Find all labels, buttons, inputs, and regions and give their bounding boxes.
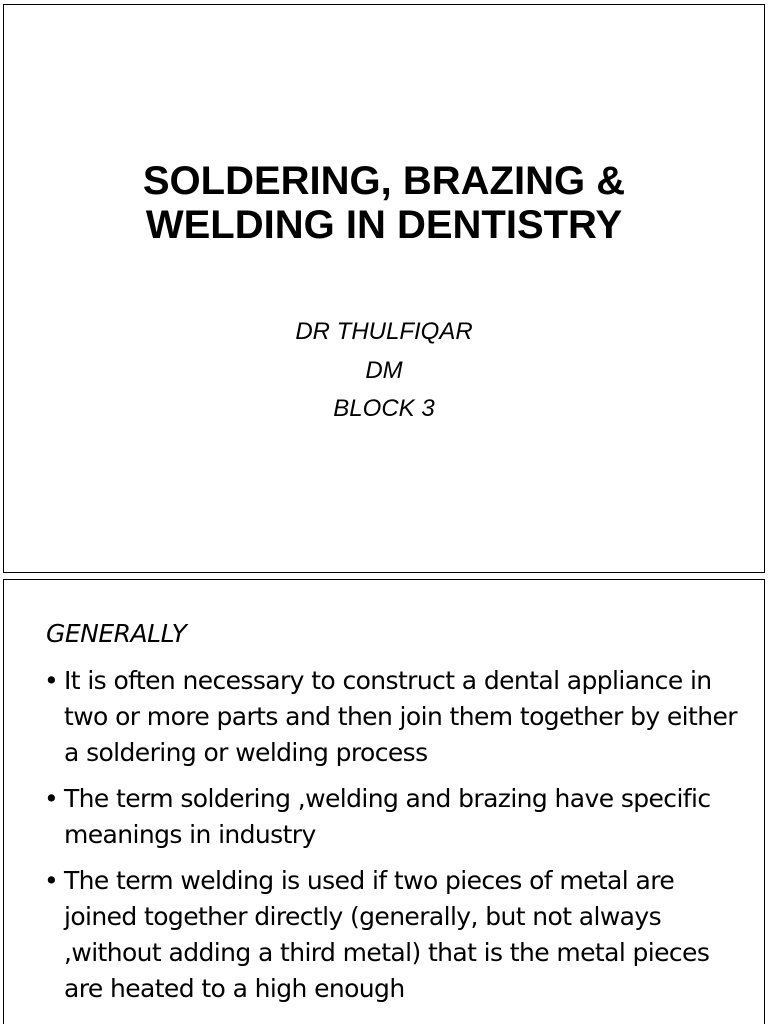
bullet-item (44, 663, 744, 771)
bullet-item (44, 781, 744, 853)
section-heading: GENERALLY (46, 619, 187, 648)
author-block (4, 313, 764, 429)
author-name: DR THULFIQAR (295, 318, 473, 345)
author-block-number: BLOCK 3 (333, 395, 435, 422)
title-line: WELDING IN DENTISTRY (145, 203, 623, 247)
slide-title (4, 159, 764, 247)
bullet-icon: • (44, 784, 59, 813)
bullet-icon: • (44, 866, 59, 895)
content-slide (3, 579, 765, 1024)
title-line: SOLDERING, BRAZING & (142, 159, 626, 203)
bullet-list (44, 663, 744, 1017)
bullet-item (44, 863, 744, 1007)
bullet-text: It is often necessary to construct a dental appliance in two or more parts and then join them together by either a soldering or welding process (64, 666, 737, 767)
title-slide (3, 4, 765, 573)
bullet-text: The term welding is used if two pieces of metal are joined together directly (generally, but not always ,without adding a third metal) that is the metal pieces are heated to a high enough (64, 866, 710, 1003)
bullet-text: The term soldering ,welding and brazing have specific meanings in industry (64, 784, 711, 849)
author-department: DM (365, 356, 403, 384)
bullet-icon: • (44, 666, 59, 695)
